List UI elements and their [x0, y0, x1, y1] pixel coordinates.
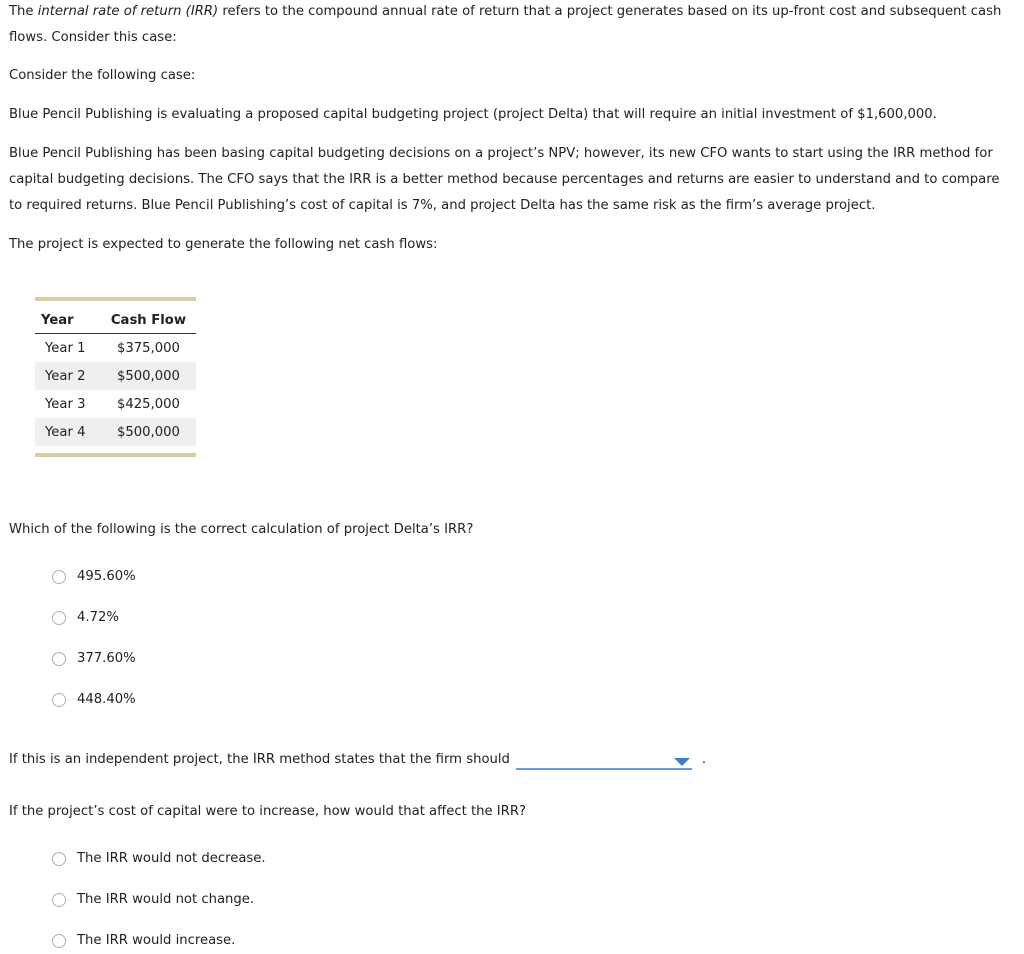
q3-option-1[interactable] [52, 849, 266, 869]
case-paragraph-2: Blue Pencil Publishing has been basing capital budgeting decisions on a project’s NPV; however, its new CFO wants to start using the IRR method for capital budgeting decisions. The CFO says that the IRR is a better method because percentages and returns are easier to understand and to compare to required returns. Blue Pencil Publishing’s cost of capital is 7%, and project Delta has the same risk as the firm’s average project. [9, 146, 1000, 213]
intro-before: The [9, 4, 38, 19]
option-label: 377.60% [77, 651, 136, 666]
q2-question: If this is an independent project, the IRR method states that the firm should [9, 752, 510, 767]
option-label: 495.60% [77, 569, 136, 584]
intro-paragraph [9, 0, 1009, 51]
year-cell: Year 4 [35, 418, 101, 446]
radio-button[interactable] [52, 934, 66, 948]
option-label: The IRR would not change. [77, 892, 255, 907]
option-label: 4.72% [77, 610, 119, 625]
year-cell: Year 3 [45, 396, 86, 412]
table-row [35, 390, 196, 418]
cash-flow-cell: $500,000 [101, 362, 196, 390]
table-bottom-rule [35, 453, 196, 457]
cash-flow-lead: The project is expected to generate the following net cash flows: [9, 237, 438, 252]
radio-button[interactable] [52, 611, 66, 625]
year-cell: Year 1 [45, 340, 86, 356]
q1-option-1[interactable] [52, 567, 136, 587]
q3-option-3[interactable] [52, 931, 235, 951]
radio-button[interactable] [52, 693, 66, 707]
radio-button[interactable] [52, 652, 66, 666]
radio-button[interactable] [52, 570, 66, 584]
q2-question-line [9, 747, 706, 773]
case-heading: Consider the following case: [9, 68, 196, 83]
cash-flow-cell: $425,000 [117, 396, 180, 412]
q3-option-2[interactable] [52, 890, 254, 910]
q1-option-2[interactable] [52, 608, 119, 628]
cash-flow-cell: $500,000 [101, 418, 196, 446]
year-cell: Year 2 [35, 362, 101, 390]
header-cash-flow: Cash Flow [101, 307, 196, 334]
radio-button[interactable] [52, 852, 66, 866]
header-year: Year [35, 307, 101, 334]
chevron-down-icon[interactable] [674, 758, 690, 766]
option-label: The IRR would increase. [77, 933, 236, 948]
table-row [35, 418, 196, 446]
table-header-row [35, 307, 196, 334]
irr-term: internal rate of return (IRR) [37, 4, 219, 19]
intro-after: refers to the compound annual rate of return that a project generates based on its up-front cost and subsequent cash flows. Consider this case: [9, 4, 1002, 45]
q2-period: . [701, 752, 707, 767]
cash-flow-table [35, 307, 196, 446]
table-top-rule [35, 297, 196, 301]
option-label: 448.40% [77, 692, 136, 707]
q1-option-3[interactable] [52, 649, 136, 669]
table-row [35, 334, 196, 363]
radio-button[interactable] [52, 893, 66, 907]
q3-question: If the project’s cost of capital were to increase, how would that affect the IRR? [9, 804, 527, 819]
cash-flow-cell: $375,000 [117, 340, 180, 356]
q1-option-4[interactable] [52, 690, 136, 710]
table-row [35, 362, 196, 390]
option-label: The IRR would not decrease. [77, 851, 266, 866]
q1-question: Which of the following is the correct calculation of project Delta’s IRR? [9, 522, 474, 537]
case-paragraph-1: Blue Pencil Publishing is evaluating a proposed capital budgeting project (project Delta) that will require an initial investment of $1,600,000. [9, 107, 937, 122]
irr-decision-dropdown[interactable] [516, 750, 692, 770]
